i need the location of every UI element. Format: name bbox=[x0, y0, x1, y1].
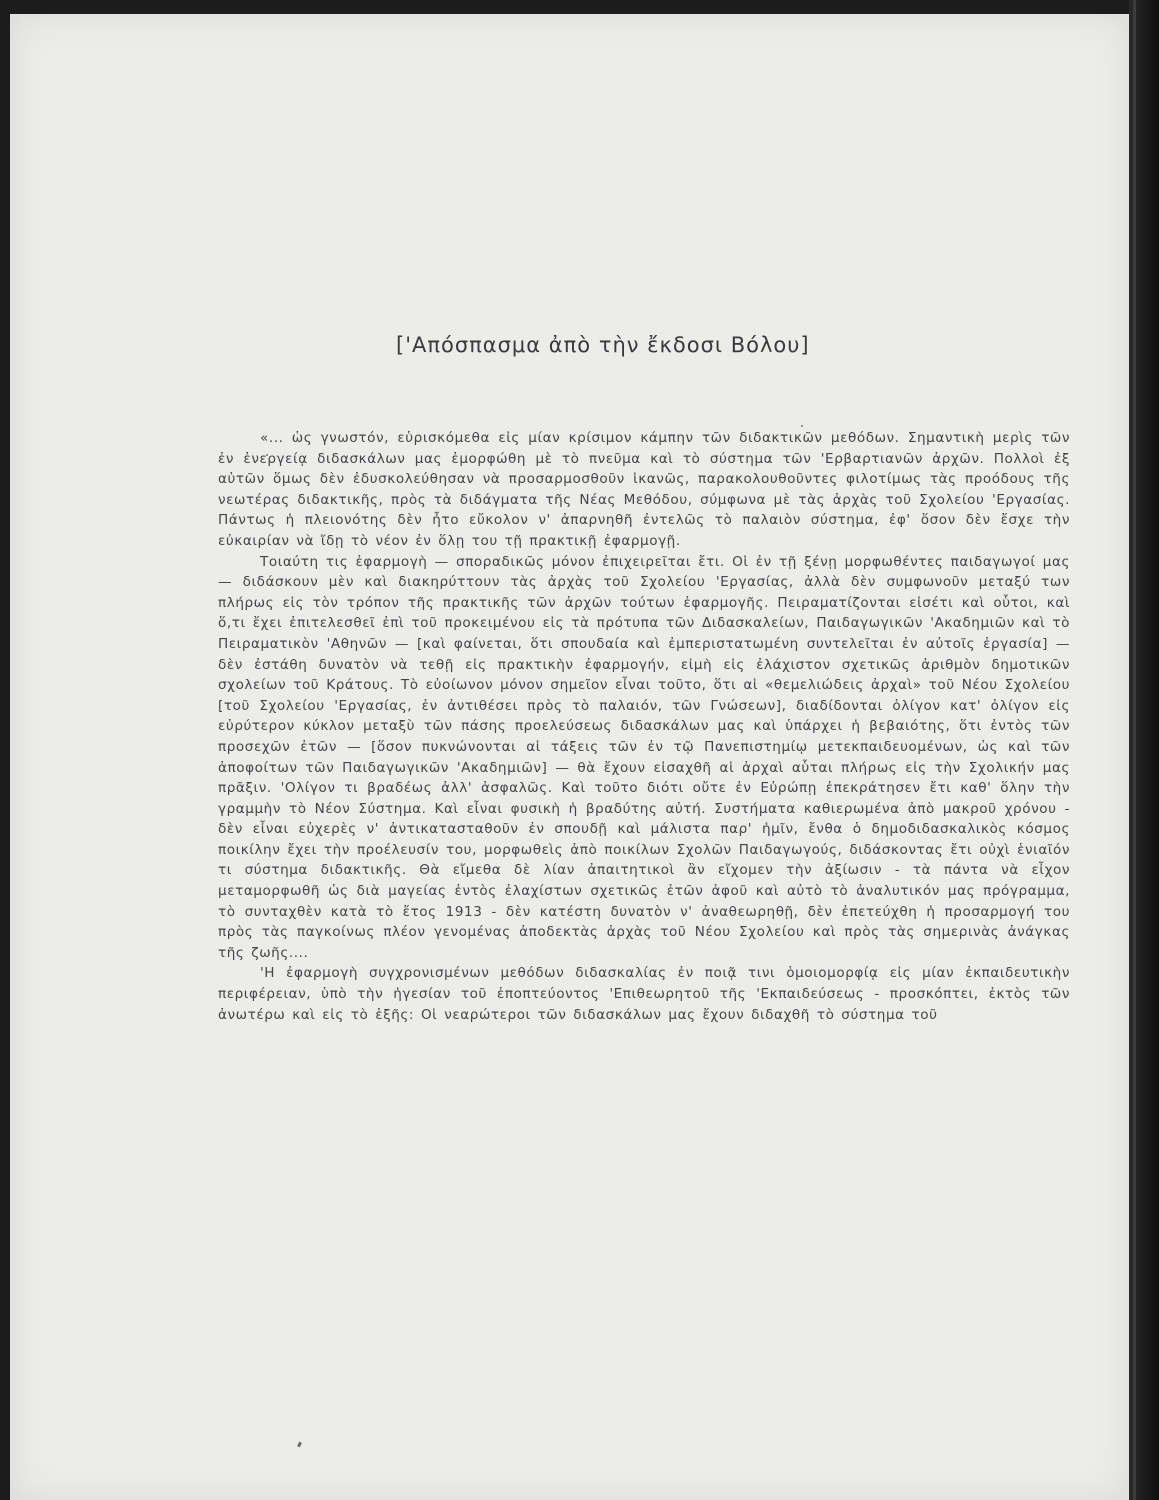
ink-speck bbox=[801, 425, 803, 427]
book-spine bbox=[1129, 0, 1159, 1500]
page-heading: ['Απόσπασμα ἀπὸ τὴν ἔκδοσι Βόλου] bbox=[396, 333, 810, 357]
paragraph-2: Τοιαύτη τις ἐφαρμογὴ — σποραδικῶς μόνον ἐπιχειρεῖται ἔτι. Οἱ ἐν τῇ ξένῃ μορφωθέντες παιδαγωγοί μας — διδάσκουν μὲν καὶ διακηρύττουν τὰς ἀρχὰς τοῦ Σχολείου 'Εργασίας, ἀλλὰ δὲν συμφωνοῦν μεταξύ των πλήρως εἰς τὸν τρόπον τῆς πρακτικῆς τῶν ἀρχῶν τούτων ἐφαρμογῆς. Πειραματίζονται εἰσέτι καὶ οὗτοι, καὶ ὅ,τι ἔχει ἐπιτελεσθεῖ ἐπὶ τοῦ προκειμένου εἰς τὰ πρότυπα τῶν Διδασκαλείων, Παιδαγωγικῶν 'Ακαδημιῶν καὶ τὸ Πειραματικὸν 'Αθηνῶν — [καὶ φαίνεται, ὅτι σπουδαία καὶ ἐμπεριστατωμένη συντελεῖται ἐν αὐτοῖς ἐργασία] — δὲν ἐστάθη δυνατὸν νὰ τεθῇ εἰς πρακτικὴν ἐφαρμογήν, εἰμὴ εἰς ἐλάχιστον σχετικῶς ἀριθμὸν δημοτικῶν σχολείων τοῦ Κράτους. Τὸ εὐοίωνον μόνον σημεῖον εἶναι τοῦτο, ὅτι αἱ «θεμελιώδεις ἀρχαὶ» τοῦ Νέου Σχολείου [τοῦ Σχολείου 'Εργασίας, ἐν ἀντιθέσει πρὸς τὸ παλαιόν, τῶν Γνώσεων], διαδίδονται ὀλίγον κατ' ὀλίγον εἰς εὐρύτερον κύκλον μεταξὺ τῶν πάσης προελεύσεως διδασκάλων μας καὶ ὑπάρχει ἡ βεβαιότης, ὅτι ἐντὸς τῶν προσεχῶν ἐτῶν — [ὅσον πυκνώνονται αἱ τάξεις τῶν ἐν τῷ Πανεπιστημίῳ μετεκπαιδευομένων, ὡς καὶ τῶν ἀποφοίτων τῶν Παιδαγωγικῶν 'Ακαδημιῶν] — θὰ ἔχουν εἰσαχθῆ αἱ ἀρχαὶ αὗται πλήρως εἰς τὴν Σχολικήν μας πρᾶξιν. 'Ολίγον τι βραδέως ἀλλ' ἀσφαλῶς. Καὶ τοῦτο διότι οὔτε ἐν Εὐρώπῃ ἐπεκράτησεν ἔτι καθ' ὅλην τὴν γραμμὴν τὸ Νέον Σύστημα. Καὶ εἶναι φυσικὴ ἡ βραδύτης αὐτή. Συστήματα καθιερωμένα ἀπὸ μακροῦ χρόνου - δὲν εἶναι εὐχερὲς ν' ἀντικατασταθοῦν ἐν σπουδῇ καὶ μάλιστα παρ' ἡμῖν, ἔνθα ὁ δημοδιδασκαλικὸς κόσμος ποικίλην ἔχει τὴν προέλευσίν του, μορφωθεὶς ἀπὸ ποικίλων Σχολῶν Παιδαγωγούς, διδάσκοντας ἔτι οὐχὶ ἑνιαῖόν τι σύστημα διδακτικῆς. Θὰ εἴμεθα δὲ λίαν ἀπαιτητικοὶ ἂν εἴχομεν τὴν ἀξίωσιν - τὰ πάντα νὰ εἶχον μεταμορφωθῆ ὡς διὰ μαγείας ἐντὸς ἐλαχίστων σχετικῶς ἐτῶν ἀφοῦ καὶ αὐτὸ τὸ ἀναλυτικόν μας πρόγραμμα, τὸ συνταχθὲν κατὰ τὸ ἔτος 1913 - δὲν κατέστη δυνατὸν ν' ἀναθεωρηθῇ, δὲν ἐπετεύχθη ἡ προσαρμογή του πρὸς τὰς παγκοίνως πλέον γενομένας ἀποδεκτὰς ἀρχὰς τοῦ Νέου Σχολείου καὶ πρὸς τὰς σημερινὰς ἀνάγκας τῆς ζωῆς.... bbox=[218, 553, 1070, 961]
spine-edge bbox=[1133, 0, 1136, 1500]
body-text bbox=[218, 428, 1070, 1025]
paragraph-3: 'Η ἐφαρμογὴ συγχρονισμένων μεθόδων διδασκαλίας ἐν ποιᾷ τινι ὁμοιομορφίᾳ εἰς μίαν ἐκπαιδευτικὴν περιφέρειαν, ὑπὸ τὴν ἡγεσίαν τοῦ ἐποπτεύοντος 'Επιθεωρητοῦ τῆς 'Εκπαιδεύσεως - προσκόπτει, ἐκτὸς τῶν ἀνωτέρω καὶ εἰς τὸ ἑξῆς: Οἱ νεαρώτεροι τῶν διδασκάλων μας ἔχουν διδαχθῆ τὸ σύστημα τοῦ bbox=[218, 965, 1070, 1023]
paragraph-1: «... ὡς γνωστόν, εὑρισκόμεθα εἰς μίαν κρίσιμον κάμπην τῶν διδακτικῶν μεθόδων. Σημαντικὴ μερὶς τῶν ἐν ἐνεργείᾳ διδασκάλων μας ἐμορφώθη μὲ τὸ πνεῦμα καὶ τὸ σύστημα τῶν 'Ερβαρτιανῶν ἀρχῶν. Πολλοὶ ἐξ αὐτῶν ὅμως δὲν ἐδυσκολεύθησαν νὰ προσαρμοσθοῦν ἱκανῶς, παρακολουθοῦντες φιλοτίμως τὰς προόδους τῆς νεωτέρας διδακτικῆς, πρὸς τὰ διδάγματα τῆς Νέας Μεθόδου, σύμφωνα μὲ τὰς ἀρχὰς τοῦ Σχολείου 'Εργασίας. Πάντως ἡ πλειονότης δὲν ἦτο εὔκολον ν' ἀπαρνηθῆ ἐντελῶς τὸ παλαιὸν σύστημα, ἐφ' ὅσον δὲν ἔσχε τὴν εὐκαιρίαν νὰ ἴδῃ τὸ νέον ἐν ὅλῃ του τῇ πρακτικῇ ἐφαρμογῇ. bbox=[218, 430, 1070, 549]
